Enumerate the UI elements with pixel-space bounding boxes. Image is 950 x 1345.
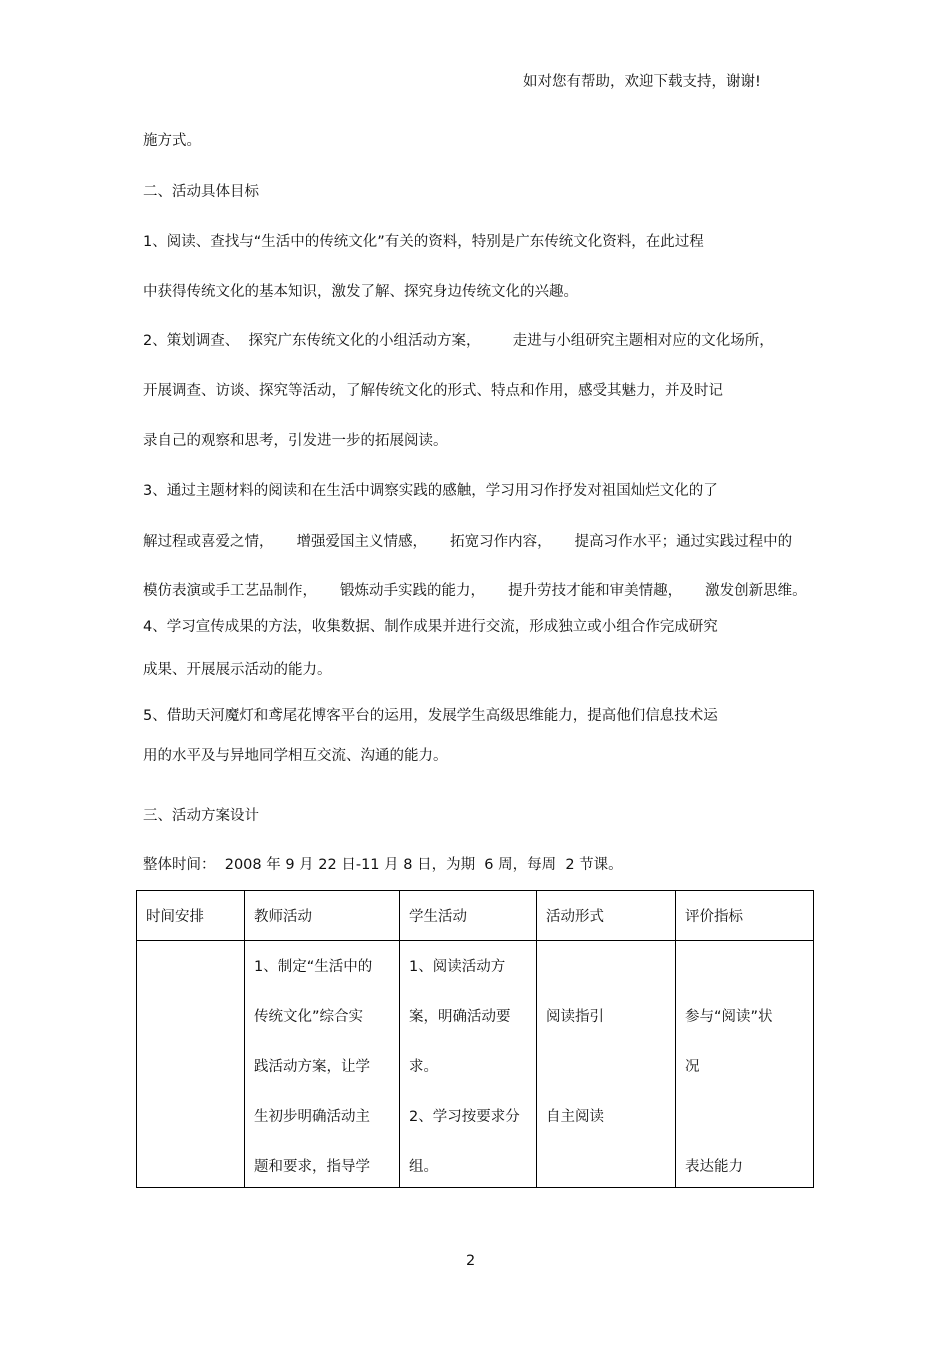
text-line: 1、阅读、查找与“生活中的传统文化”有关的资料，特别是广东传统文化资料，在此过程 [143, 234, 704, 250]
text-line: 录自己的观察和思考，引发进一步的拓展阅读。 [143, 433, 448, 449]
cell-teacher-activity [245, 941, 400, 1188]
cell-line: 1、制定“生活中的 [254, 959, 373, 975]
text-line: 3、通过主题材料的阅读和在生活中调察实践的感触，学习用习作抒发对祖国灿烂文化的了 [143, 483, 718, 499]
table-header-cell: 活动形式 [537, 891, 676, 941]
cell-line: 表达能力 [685, 1159, 743, 1175]
text-line: 解过程或喜爱之情， 增强爱国主义情感， 拓宽习作内容， 提高习作水平；通过实践过程中的 [143, 534, 793, 550]
cell-line: 况 [685, 1059, 700, 1075]
text-line: 4、学习宣传成果的方法，收集数据、制作成果并进行交流，形成独立或小组合作完成研究 [143, 619, 718, 635]
text-line: 2、策划调查、 探究广东传统文化的小组活动方案， 走进与小组研究主题相对应的文化场所， [143, 333, 774, 349]
text-line: 成果、开展展示活动的能力。 [143, 662, 332, 678]
table-header-cell: 评价指标 [676, 891, 814, 941]
table-header-cell: 教师活动 [245, 891, 400, 941]
activity-table [136, 890, 814, 1188]
cell-line: 生初步明确活动主 [254, 1109, 370, 1125]
schedule-line: 整体时间： 2008 年 9 月 22 日-11 月 8 日，为期 6 周，每周 2 节课。 [143, 857, 623, 873]
cell-line: 求。 [409, 1059, 438, 1075]
cell-line: 案，明确活动要 [409, 1009, 511, 1025]
cell-evaluation [676, 941, 814, 1188]
page-number: 2 [466, 1253, 476, 1269]
text-line: 5、借助天河魔灯和鸢尾花博客平台的运用，发展学生高级思维能力，提高他们信息技术运 [143, 708, 718, 724]
cell-line: 2、学习按要求分 [409, 1109, 520, 1125]
cell-line: 组。 [409, 1159, 438, 1175]
cell-time [137, 941, 245, 1188]
table-header-cell: 学生活动 [400, 891, 537, 941]
text-line: 施方式。 [143, 133, 201, 149]
cell-line: 题和要求，指导学 [254, 1159, 370, 1175]
section-heading: 二、活动具体目标 [143, 184, 259, 200]
text-line: 模仿表演或手工艺品制作， 锻炼动手实践的能力， 提升劳技才能和审美情趣， 激发创新思维。 [143, 583, 807, 599]
cell-activity-form [537, 941, 676, 1188]
cell-line: 参与“阅读”状 [685, 1009, 773, 1025]
text-line: 用的水平及与异地同学相互交流、沟通的能力。 [143, 748, 448, 764]
table-header-row [137, 891, 814, 941]
table-header-cell: 时间安排 [137, 891, 245, 941]
section-heading: 三、活动方案设计 [143, 808, 259, 824]
cell-line: 阅读指引 [546, 1009, 604, 1025]
cell-student-activity [400, 941, 537, 1188]
table-row [137, 941, 814, 1188]
cell-line: 自主阅读 [546, 1109, 604, 1125]
text-line: 开展调查、访谈、探究等活动，了解传统文化的形式、特点和作用，感受其魅力，并及时记 [143, 383, 723, 399]
cell-line: 1、阅读活动方 [409, 959, 506, 975]
text-line: 中获得传统文化的基本知识，激发了解、探究身边传统文化的兴趣。 [143, 284, 578, 300]
cell-line: 传统文化”综合实 [254, 1009, 364, 1025]
page-header: 如对您有帮助，欢迎下载支持，谢谢! [523, 74, 761, 90]
cell-line: 践活动方案，让学 [254, 1059, 370, 1075]
